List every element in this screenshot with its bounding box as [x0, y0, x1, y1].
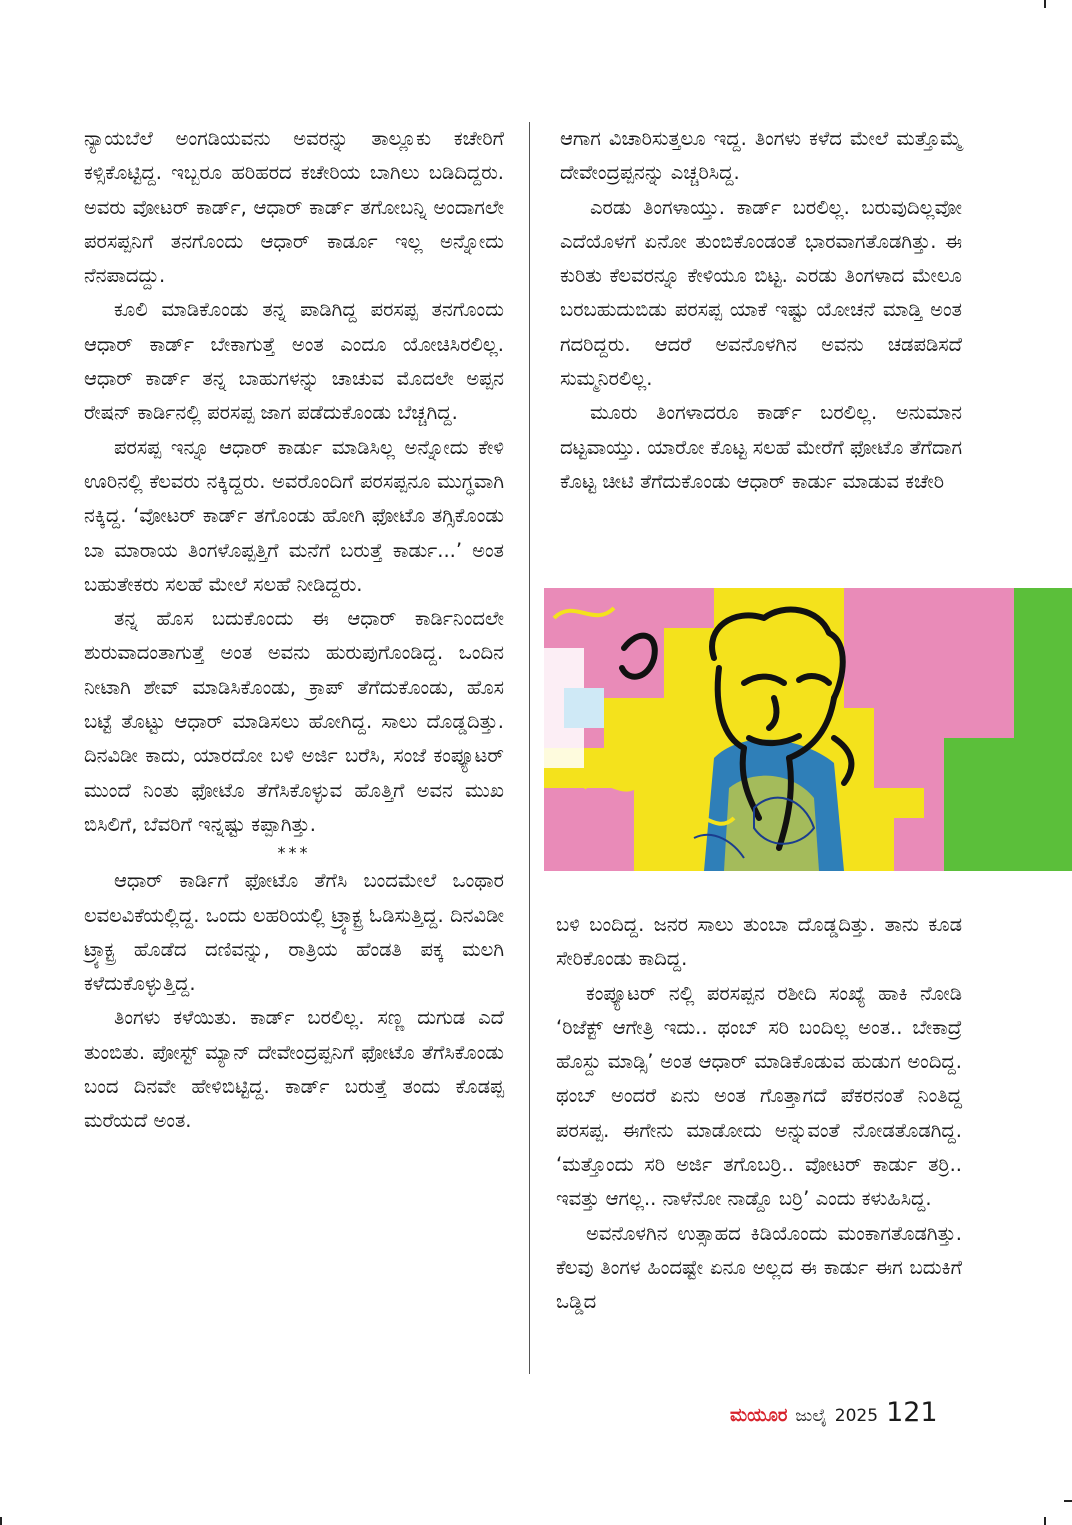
- crop-mark: [1044, 0, 1046, 8]
- section-separator: ***: [277, 843, 311, 863]
- paragraph: ಅವನೊಳಗಿನ ಉತ್ಸಾಹದ ಕಿಡಿಯೊಂದು ಮಂಕಾಗತೊಡಗಿತ್ತು. ಕೆಲವು ತಿಂಗಳ ಹಿಂದಷ್ಟೇ ಏನೂ ಅಲ್ಲದ ಈ ಕಾರ್ಡು ಈಗ ಬದುಕಿಗೆ ಒಡ್ಡಿದ: [556, 1221, 962, 1314]
- paragraph: ನ್ಯಾಯಬೆಲೆ ಅಂಗಡಿಯವನು ಅವರನ್ನು ತಾಲ್ಲೂಕು ಕಚೇರಿಗೆ ಕಳ್ಸಿಕೊಟ್ಟಿದ್ದ. ಇಬ್ಬರೂ ಹರಿಹರದ ಕಚೇರಿಯ ಬಾಗಿಲು ಬಡಿದಿದ್ದರು. ಅವರು ವೋಟರ್ ಕಾರ್ಡ್, ಆಧಾರ್ ಕಾರ್ಡ್ ತಗೋಬನ್ನಿ ಅಂದಾಗಲೇ ಪರಸಪ್ಪನಿಗೆ ತನಗೊಂದು ಆಧಾರ್ ಕಾರ್ಡೂ ಇಲ್ಲ ಅನ್ನೋದು ನೆನಪಾದದ್ದು.: [84, 127, 504, 288]
- crop-mark: [0, 1517, 2, 1525]
- page-number: 121: [886, 1397, 938, 1428]
- right-column-bottom: [556, 908, 962, 1320]
- page-footer: [730, 1397, 938, 1431]
- paragraph: ಬಳಿ ಬಂದಿದ್ದ. ಜನರ ಸಾಲು ತುಂಬಾ ದೊಡ್ಡದಿತ್ತು. ತಾನು ಕೂಡ ಸೇರಿಕೊಂಡು ಕಾದಿದ್ದ.: [556, 913, 962, 971]
- column-divider: [529, 122, 530, 1374]
- paragraph: ಆಗಾಗ ವಿಚಾರಿಸುತ್ತಲೂ ಇದ್ದ. ತಿಂಗಳು ಕಳೆದ ಮೇಲೆ ಮತ್ತೊಮ್ಮೆ ದೇವೇಂದ್ರಪ್ಪನನ್ನು ಎಚ್ಚರಿಸಿದ್ದ.: [560, 127, 962, 185]
- paragraph: ಆಧಾರ್ ಕಾರ್ಡಿಗೆ ಫೋಟೊ ತೆಗೆಸಿ ಬಂದಮೇಲೆ ಒಂಥಾರ ಲವಲವಿಕೆಯಲ್ಲಿದ್ದ. ಒಂದು ಲಹರಿಯಲ್ಲಿ ಟ್ರ್ಯಾಕ್ಟ್ರ ಓಡಿಸುತ್ತಿದ್ದ. ದಿನವಿಡೀ ಟ್ರ್ಯಾಕ್ಟ್ರ ಹೊಡೆದ ದಣಿವನ್ನು, ರಾತ್ರಿಯ ಹೆಂಡತಿ ಪಕ್ಕ ಮಲಗಿ ಕಳೆದುಕೊಳ್ಳುತ್ತಿದ್ದ.: [84, 869, 504, 996]
- paragraph: ಮೂರು ತಿಂಗಳಾದರೂ ಕಾರ್ಡ್ ಬರಲಿಲ್ಲ. ಅನುಮಾನ ದಟ್ಟವಾಯ್ತು. ಯಾರೋ ಕೊಟ್ಟ ಸಲಹೆ ಮೇರೆಗೆ ಫೋಟೊ ತೆಗೆದಾಗ ಕೊಟ್ಟ ಚೀಟಿ ತೆಗೆದುಕೊಂಡು ಆಧಾರ್ ಕಾರ್ಡು ಮಾಡುವ ಕಚೇರಿ: [560, 401, 962, 493]
- left-column: [84, 122, 504, 1139]
- illustration-art: [544, 588, 1072, 871]
- paragraph: ಎರಡು ತಿಂಗಳಾಯ್ತು. ಕಾರ್ಡ್ ಬರಲಿಲ್ಲ. ಬರುವುದಿಲ್ಲವೋ ಎದೆಯೊಳಗೆ ಏನೋ ತುಂಬಿಕೊಂಡಂತೆ ಭಾರವಾಗತೊಡಗಿತ್ತು. ಈ ಕುರಿತು ಕೆಲವರನ್ನೂ ಕೇಳಿಯೂ ಬಿಟ್ಟ. ಎರಡು ತಿಂಗಳಾದ ಮೇಲೂ ಬರಬಹುದುಬಿಡು ಪರಸಪ್ಪ ಯಾಕೆ ಇಷ್ಟು ಯೋಚನೆ ಮಾಡ್ತಿ ಅಂತ ಗದರಿದ್ದರು. ಆದರೆ ಅವನೊಳಗಿನ ಅವನು ಚಡಪಡಿಸದೆ ಸುಮ್ಮನಿರಲಿಲ್ಲ.: [560, 195, 962, 391]
- paragraph: ತನ್ನ ಹೊಸ ಬದುಕೊಂದು ಈ ಆಧಾರ್ ಕಾರ್ಡಿನಿಂದಲೇ ಶುರುವಾದಂತಾಗುತ್ತೆ ಅಂತ ಅವನು ಹುರುಪುಗೊಂಡಿದ್ದ. ಒಂದಿನ ನೀಟಾಗಿ ಶೇವ್ ಮಾಡಿಸಿಕೊಂಡು, ಕ್ರಾಪ್ ತೆಗೆದುಕೊಂಡು, ಹೊಸ ಬಟ್ಟೆ ತೊಟ್ಟು ಆಧಾರ್ ಮಾಡಿಸಲು ಹೋಗಿದ್ದ. ಸಾಲು ದೊಡ್ಡದಿತ್ತು. ದಿನವಿಡೀ ಕಾದು, ಯಾರದೋ ಬಳಿ ಅರ್ಜಿ ಬರೆಸಿ, ಸಂಜೆ ಕಂಪ್ಯೂಟರ್ ಮುಂದೆ ನಿಂತು ಫೋಟೊ ತೆಗೆಸಿಕೊಳ್ಳುವ ಹೊತ್ತಿಗೆ ಅವನ ಮುಖ ಬಿಸಿಲಿಗೆ, ಬೆವರಿಗೆ ಇನ್ನಷ್ಟು ಕಪ್ಪಾಗಿತ್ತು.: [84, 607, 504, 836]
- paragraph: ಪರಸಪ್ಪ ಇನ್ನೂ ಆಧಾರ್ ಕಾರ್ಡು ಮಾಡಿಸಿಲ್ಲ ಅನ್ನೋದು ಕೇಳಿ ಊರಿನಲ್ಲಿ ಕೆಲವರು ನಕ್ಕಿದ್ದರು. ಅವರೊಂದಿಗೆ ಪರಸಪ್ಪನೂ ಮುಗ್ಧವಾಗಿ ನಕ್ಕಿದ್ದ. ‘ವೋಟರ್ ಕಾರ್ಡ್ ತಗೊಂಡು ಹೋಗಿ ಫೋಟೊ ತಗ್ಸಿಕೊಂಡು ಬಾ ಮಾರಾಯ ತಿಂಗಳೊಪ್ಪತ್ತಿಗೆ ಮನೆಗೆ ಬರುತ್ತೆ ಕಾರ್ಡು...’ ಅಂತ ಬಹುತೇಕರು ಸಲಹೆ ಮೇಲೆ ಸಲಹೆ ನೀಡಿದ್ದರು.: [84, 435, 504, 596]
- paragraph: ಕಂಪ್ಯೂಟರ್ ನಲ್ಲಿ ಪರಸಪ್ಪನ ರಶೀದಿ ಸಂಖ್ಯೆ ಹಾಕಿ ನೋಡಿ ‘ರಿಜೆಕ್ಟ್ ಆಗೇತ್ರಿ ಇದು.. ಥಂಬ್ ಸರಿ ಬಂದಿಲ್ಲ ಅಂತ.. ಬೇಕಾದ್ರೆ ಹೊಸ್ದು ಮಾಡ್ಸಿ’ ಅಂತ ಆಧಾರ್ ಮಾಡಿಕೊಡುವ ಹುಡುಗ ಅಂದಿದ್ದ. ಥಂಬ್ ಅಂದರೆ ಏನು ಅಂತ ಗೊತ್ತಾಗದೆ ಪೆಕರನಂತೆ ನಿಂತಿದ್ದ ಪರಸಪ್ಪ. ಈಗೇನು ಮಾಡೋದು ಅನ್ನುವಂತೆ ನೋಡತೊಡಗಿದ್ದ. ‘ಮತ್ತೊಂದು ಸರಿ ಅರ್ಜಿ ತಗೊಬರ್ರಿ.. ವೋಟರ್ ಕಾರ್ಡು ತರ್ರಿ.. ಇವತ್ತು ಆಗಲ್ಲ.. ನಾಳೆನೋ ನಾಡ್ದೊ ಬರ್ರಿ’ ಎಂದು ಕಳುಹಿಸಿದ್ದ.: [556, 981, 962, 1211]
- paragraph: ತಿಂಗಳು ಕಳೆಯಿತು. ಕಾರ್ಡ್ ಬರಲಿಲ್ಲ. ಸಣ್ಣ ದುಗುಡ ಎದೆ ತುಂಬಿತು. ಪೋಸ್ಟ್ ಮ್ಯಾನ್ ದೇವೇಂದ್ರಪ್ಪನಿಗೆ ಫೋಟೊ ತೆಗೆಸಿಕೊಂಡು ಬಂದ ದಿನವೇ ಹೇಳಿಬಿಟ್ಟಿದ್ದ. ಕಾರ್ಡ್ ಬರುತ್ತೆ ತಂದು ಕೊಡಪ್ಪ ಮರೆಯದೆ ಅಂತ.: [84, 1006, 504, 1133]
- issue-year: 2025: [834, 1406, 879, 1426]
- magazine-name: ಮಯೂರ: [730, 1405, 788, 1426]
- crop-mark: [1064, 1500, 1072, 1502]
- issue-month: ಜುಲೈ: [795, 1406, 827, 1426]
- right-column-top: [560, 122, 962, 499]
- paragraph: ಕೂಲಿ ಮಾಡಿಕೊಂಡು ತನ್ನ ಪಾಡಿಗಿದ್ದ ಪರಸಪ್ಪ ತನಗೊಂದು ಆಧಾರ್ ಕಾರ್ಡ್ ಬೇಕಾಗುತ್ತೆ ಅಂತ ಎಂದೂ ಯೋಚಿಸಿರಲಿಲ್ಲ. ಆಧಾರ್ ಕಾರ್ಡ್ ತನ್ನ ಬಾಹುಗಳನ್ನು ಚಾಚುವ ಮೊದಲೇ ಅಪ್ಪನ ರೇಷನ್ ಕಾರ್ಡಿನಲ್ಲಿ ಪರಸಪ್ಪ ಜಾಗ ಪಡೆದುಕೊಂಡು ಬೆಚ್ಚಗಿದ್ದ.: [84, 298, 504, 425]
- crop-mark: [1044, 1517, 1046, 1525]
- story-illustration: [544, 588, 1072, 871]
